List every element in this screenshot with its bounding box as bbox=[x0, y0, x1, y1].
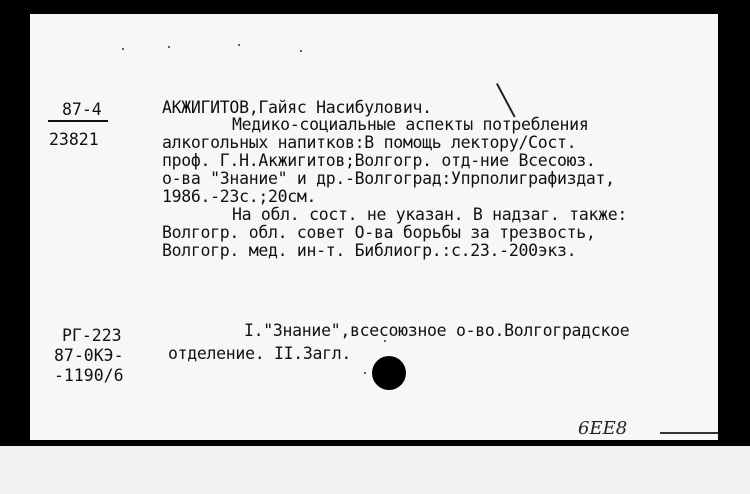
dust-speck bbox=[364, 372, 366, 374]
entry-title-line: алкогольных напитков:В помощь лектору/Сост. bbox=[162, 133, 577, 152]
entry-title-line: проф. Г.Н.Акжигитов;Волгогр. отд-ние Всесоюз. bbox=[162, 151, 596, 170]
shelfmark-rule bbox=[48, 120, 108, 122]
dust-speck bbox=[300, 50, 302, 52]
tracing-code: -1190/6 bbox=[54, 366, 124, 385]
entry-note-line: Волгогр. обл. совет О-ва борьбы за трезвость, bbox=[162, 223, 596, 242]
class-number: 87-4 bbox=[62, 100, 102, 119]
handwritten-underline bbox=[660, 432, 718, 434]
entry-note-line: На обл. сост. не указан. В надзаг. также: bbox=[232, 205, 627, 224]
entry-title-line: 1986.-23с.;20см. bbox=[162, 187, 317, 206]
dust-speck bbox=[238, 44, 240, 46]
tracing-code: 87-0КЭ- bbox=[54, 346, 124, 365]
tracing-code: РГ-223 bbox=[62, 326, 122, 345]
dust-speck bbox=[122, 48, 124, 50]
handwritten-note: 6ЕЕ8 bbox=[578, 418, 628, 439]
entry-heading: АКЖИГИТОВ,Гайяс Насибулович. bbox=[162, 98, 432, 117]
entry-title-line: о-ва "Знание" и др.-Волгоград:Упрполиграфиздат, bbox=[162, 169, 615, 188]
ink-blot bbox=[372, 356, 406, 390]
inventory-number: 23821 bbox=[49, 130, 99, 149]
dust-speck bbox=[384, 340, 386, 342]
entry-note-line: Волгогр. мед. ин-т. Библиогр.:с.23.-200экз. bbox=[162, 241, 577, 260]
entry-title-line: Медико-социальные аспекты потребления bbox=[232, 115, 589, 134]
tracing-line: I."Знание",всесоюзное о-во.Волгоградское bbox=[244, 321, 630, 340]
scanner-strip bbox=[0, 446, 750, 494]
dust-speck bbox=[168, 46, 170, 48]
tracing-line: отделение. II.Загл. bbox=[168, 344, 352, 363]
